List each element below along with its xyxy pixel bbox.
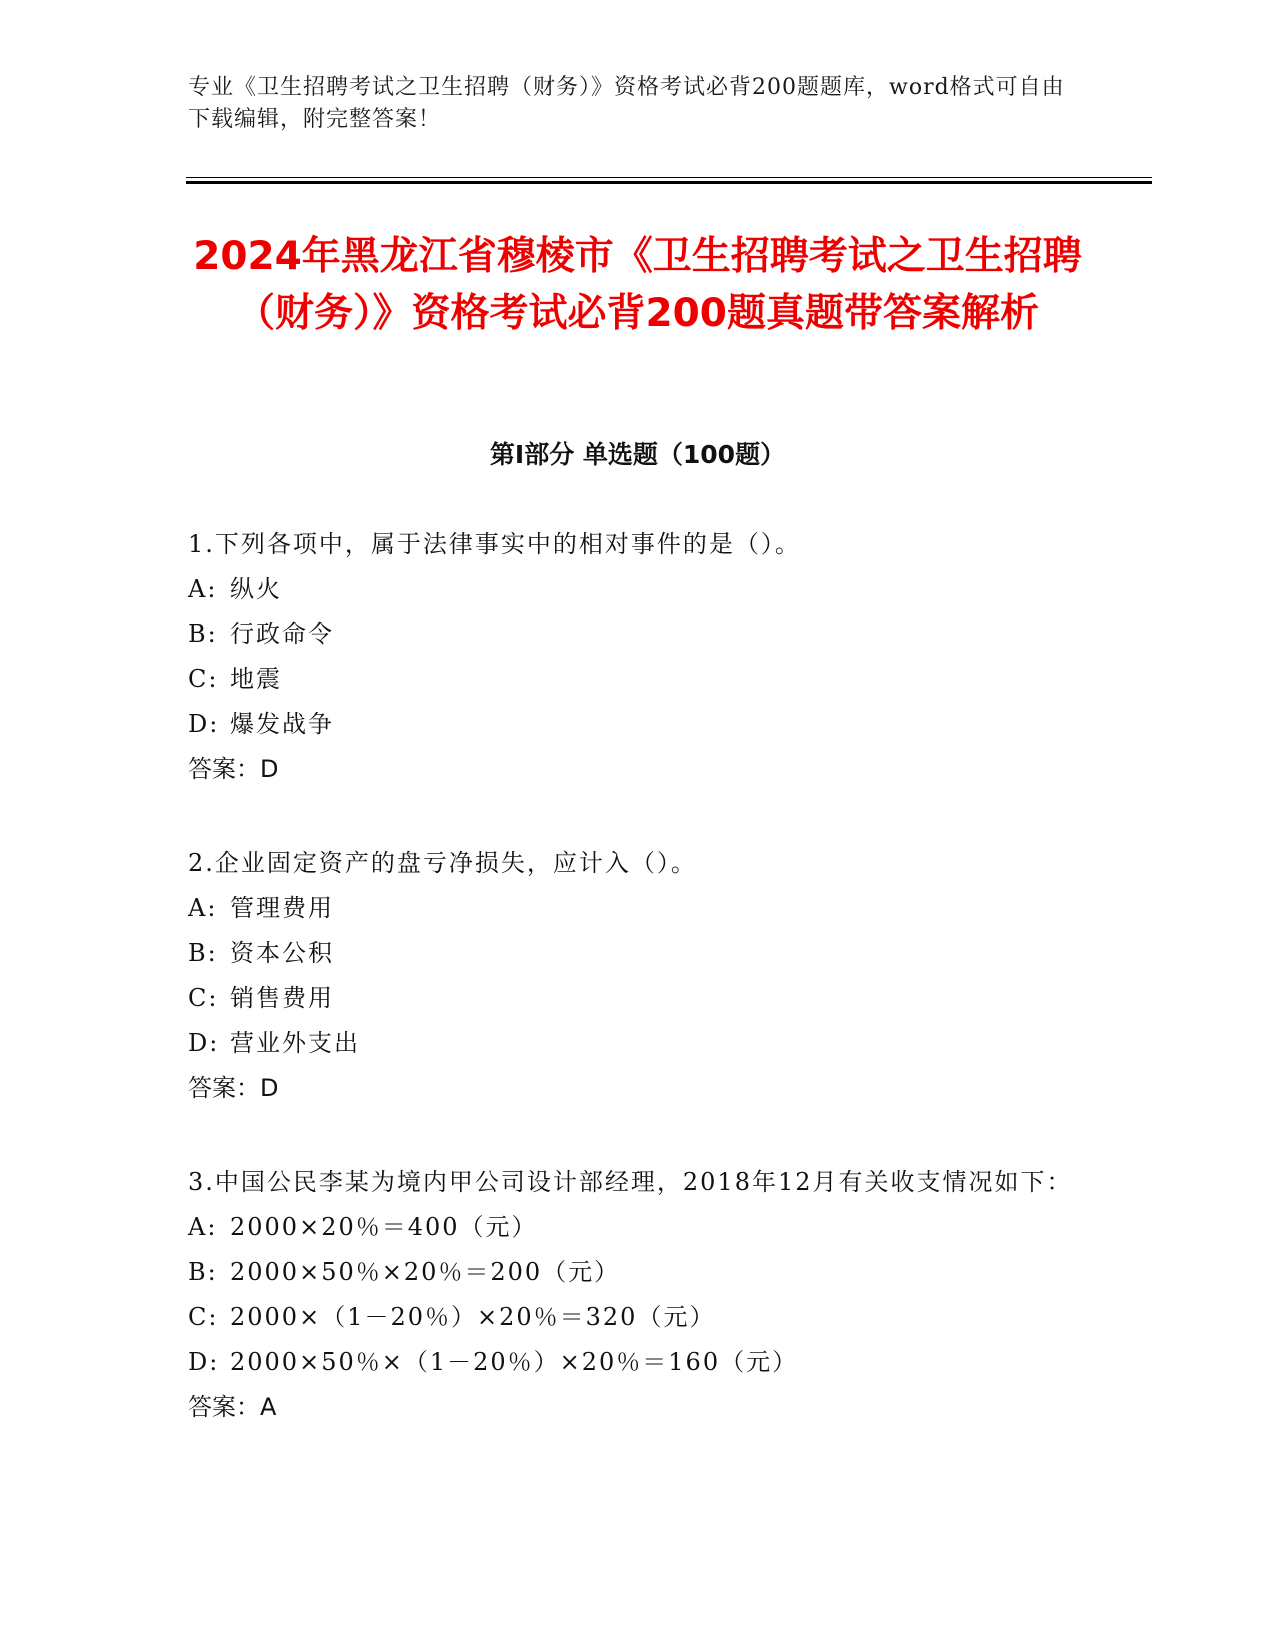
option-a	[188, 567, 1088, 612]
option-text: 管理费用	[230, 894, 334, 922]
option-key: C:	[188, 665, 219, 693]
option-c	[188, 1295, 1088, 1340]
answer: 答案：D	[188, 755, 279, 783]
option-text: 行政命令	[230, 620, 334, 648]
question-stem: 2.企业固定资产的盘亏净损失，应计入（）。	[188, 849, 697, 877]
option-text: 销售费用	[230, 984, 334, 1012]
option-key: B:	[188, 1258, 218, 1286]
answer: 答案：D	[188, 1074, 279, 1102]
option-key: C:	[188, 1303, 219, 1331]
question-stem: 3.中国公民李某为境内甲公司设计部经理，2018年12月有关收支情况如下：	[188, 1168, 1073, 1196]
option-b	[188, 931, 1088, 976]
option-a	[188, 1205, 1088, 1250]
question-stem: 1.下列各项中，属于法律事实中的相对事件的是（）。	[188, 530, 801, 558]
option-d	[188, 702, 1088, 747]
option-text: 2000×（1－20％）×20％＝320（元）	[230, 1303, 716, 1331]
option-text: 2000×50％×20％＝200（元）	[230, 1258, 621, 1286]
section-heading: 第I部分 单选题（100题）	[489, 440, 786, 469]
option-key: B:	[188, 620, 218, 648]
option-text: 资本公积	[230, 939, 334, 967]
header-divider-thin	[186, 177, 1152, 178]
header-note: 专业《卫生招聘考试之卫生招聘（财务）》资格考试必背200题题库，word格式可自由下载编辑，附完整答案！	[188, 75, 1065, 132]
option-key: A:	[188, 575, 218, 603]
option-key: D:	[188, 710, 220, 738]
option-a	[188, 886, 1088, 931]
option-c	[188, 976, 1088, 1021]
option-key: D:	[188, 1348, 220, 1376]
option-text: 2000×50％×（1－20％）×20％＝160（元）	[230, 1348, 799, 1376]
option-key: C:	[188, 984, 219, 1012]
option-text: 纵火	[230, 575, 282, 603]
option-text: 营业外支出	[230, 1029, 360, 1057]
option-d	[188, 1021, 1088, 1066]
question-3	[188, 1160, 1088, 1430]
option-text: 爆发战争	[230, 710, 334, 738]
option-b	[188, 612, 1088, 657]
option-key: B:	[188, 939, 218, 967]
option-text: 地震	[230, 665, 282, 693]
question-2	[188, 841, 1088, 1111]
header-divider-thick	[186, 181, 1152, 184]
option-c	[188, 657, 1088, 702]
option-text: 2000×20％＝400（元）	[230, 1213, 538, 1241]
option-key: A:	[188, 1213, 218, 1241]
option-key: D:	[188, 1029, 220, 1057]
document-title: 2024年黑龙江省穆棱市《卫生招聘考试之卫生招聘（财务）》资格考试必背200题真题带答案解析	[193, 234, 1082, 336]
answer: 答案：A	[188, 1393, 277, 1421]
question-1	[188, 522, 1088, 792]
option-b	[188, 1250, 1088, 1295]
option-d	[188, 1340, 1088, 1385]
option-key: A:	[188, 894, 218, 922]
